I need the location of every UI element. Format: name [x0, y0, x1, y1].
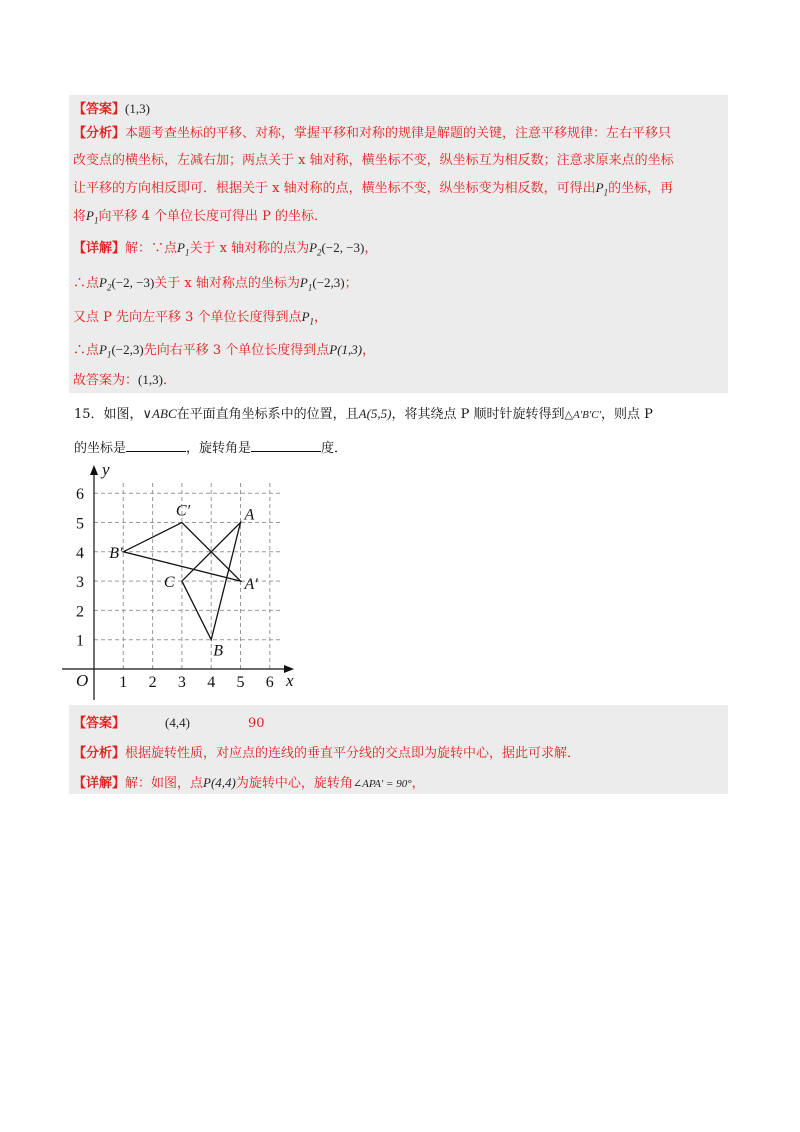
p1-symbol-3: $P_1$	[177, 240, 190, 258]
x-tick-label: 3	[177, 674, 186, 691]
punct: ，	[411, 776, 425, 791]
x-tick-label: 5	[236, 674, 245, 691]
y-tick-label: 1	[76, 632, 84, 650]
punct: ；	[344, 276, 358, 291]
punct: ．	[162, 373, 176, 388]
question-15-line-1	[74, 406, 653, 423]
question-text: ，则点 P	[600, 407, 653, 422]
detail-text: 关于 x 轴对称点的坐标为	[154, 276, 300, 291]
y-axis-arrow	[90, 465, 98, 475]
analysis-text-4b: 向平移 4 个单位长度可得出 P 的坐标．	[98, 209, 328, 224]
detail-line-3	[73, 309, 327, 330]
detail-text: 为旋转中心，旋转角	[235, 776, 353, 791]
analysis-tag: 【分析】	[73, 126, 126, 141]
x-tick-label: 4	[207, 674, 216, 691]
y-tick-label: 6	[76, 486, 84, 504]
point-label-b: B	[213, 642, 223, 660]
detail-line-5	[73, 372, 176, 389]
x-tick-label: 2	[148, 674, 157, 691]
question-text: 的坐标是	[74, 441, 127, 456]
point-label-b1: B′	[109, 544, 123, 562]
y-tick-label: 4	[76, 544, 84, 562]
axes	[62, 465, 294, 700]
p1-symbol: $P_1$	[595, 180, 609, 198]
y-tick-label: 3	[76, 574, 84, 592]
coord: (−2, −3)	[321, 240, 365, 255]
answer-blank-2[interactable]	[251, 439, 321, 452]
question-text: ，将其绕点 P 顺时针旋转得到	[391, 407, 565, 422]
p2-symbol: $P_2$	[99, 275, 112, 293]
p1-symbol: $P_1$	[99, 342, 112, 360]
question-text: ，旋转角是	[186, 441, 252, 456]
answer-panel-q15	[69, 705, 728, 794]
analysis-text-4a: 将	[73, 209, 87, 224]
answer-panel-q14	[69, 95, 728, 393]
analysis-line-1	[73, 126, 671, 142]
analysis-line-2: 改变点的横坐标，左减右加；两点关于 x 轴对称，横坐标不变，纵坐标互为相反数；注意求原来点的坐标	[73, 153, 674, 168]
detail-text: 解：∵点	[125, 241, 178, 256]
detail-line-15	[73, 775, 425, 792]
point-label-c1: C′	[175, 502, 191, 520]
point-label-a1: A′	[244, 576, 258, 594]
analysis-line-15	[73, 746, 580, 762]
answer-blank-1[interactable]	[126, 439, 186, 452]
coord: (−2,3)	[111, 342, 144, 357]
detail-text: ∴点	[73, 343, 100, 358]
p2-symbol: $P_2$	[309, 240, 322, 258]
triangle-abc: ∨ABC	[142, 406, 177, 421]
answer-tag: 【答案】	[73, 102, 126, 117]
coord: (−2, −3)	[111, 275, 155, 290]
answer-tag: 【答案】	[73, 716, 126, 731]
coordinate-figure	[62, 462, 302, 700]
p1-symbol-2: $P_1$	[86, 208, 99, 226]
p1-symbol: $P_1$	[301, 309, 315, 327]
x-tick-label: 6	[265, 674, 274, 691]
analysis-text: 根据旋转性质，对应点的连线的垂直平分线的交点即为旋转中心，据此可求解．	[125, 746, 581, 761]
detail-line-4	[73, 342, 375, 363]
center-coord: P(4,4)	[203, 775, 236, 790]
detail-line-1	[73, 240, 377, 261]
analysis-text-3b: 的坐标，再	[608, 181, 674, 196]
detail-text: 解：如图，点	[125, 776, 204, 791]
detail-text: 关于 x 轴对称的点为	[189, 241, 310, 256]
answer-2: 90	[247, 716, 265, 731]
rotation-angle: ∠APA′ = 90°	[352, 778, 412, 790]
detail-text: 故答案为：	[73, 373, 139, 388]
y-tick-label: 2	[76, 603, 84, 621]
punct: ，	[364, 241, 378, 256]
answer-line-15	[73, 715, 264, 732]
detail-text: 先向右平移 3 个单位长度得到点	[143, 343, 330, 358]
question-15-line-2	[74, 439, 347, 457]
detail-line-2	[73, 275, 358, 296]
x-tick-label: 1	[119, 674, 128, 691]
detail-tag: 【详解】	[73, 241, 126, 256]
analysis-tag: 【分析】	[73, 746, 126, 761]
detail-text: 又点 P 先向左平移 3 个单位长度得到点	[73, 310, 302, 325]
detail-tag: 【详解】	[73, 776, 126, 791]
question-number: 15．如图，	[74, 407, 143, 422]
analysis-line-3	[73, 180, 673, 201]
coord: (−2,3)	[312, 275, 345, 290]
coord: P(1,3)	[329, 342, 363, 357]
punct: ，	[314, 310, 328, 325]
analysis-text-1: 本题考查坐标的平移、对称，掌握平移和对称的规律是解题的关键，注意平移规律：左右平移只	[125, 126, 672, 141]
punct: ，	[362, 343, 376, 358]
x-axis-label: x	[286, 671, 294, 690]
triangle-a1b1c1: △A′B′C′	[564, 409, 601, 421]
coord: (1,3)	[138, 372, 163, 387]
question-text: 度．	[321, 441, 348, 456]
y-tick-label: 5	[76, 515, 84, 533]
question-text: 在平面直角坐标系中的位置，且	[176, 407, 359, 422]
point-a-coord: A(5,5)	[358, 406, 392, 421]
p1-symbol: $P_1$	[299, 275, 313, 293]
answer-1: (4,4)	[165, 715, 190, 730]
answer-value: (1,3)	[125, 101, 150, 116]
answer-line	[73, 101, 150, 118]
point-label-a: A	[244, 506, 255, 524]
origin-label: O	[76, 671, 89, 690]
point-label-c: C	[163, 574, 175, 592]
detail-text: ∴点	[73, 276, 100, 291]
y-axis-label: y	[102, 462, 110, 479]
analysis-text-3a: 让平移的方向相反即可．根据关于 x 轴对称的点，横坐标不变，纵坐标变为相反数，可得出	[73, 181, 596, 196]
analysis-line-4	[73, 208, 327, 229]
